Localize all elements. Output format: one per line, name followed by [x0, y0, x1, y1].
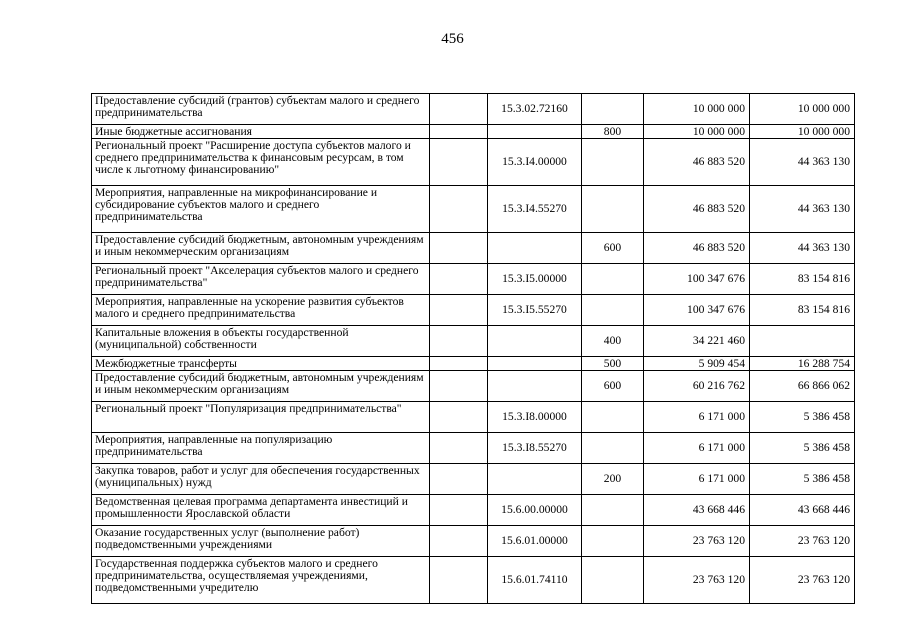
cell-sum-year2: 23 763 120 — [750, 557, 855, 604]
cell-code — [488, 464, 582, 495]
cell-sum-year1: 23 763 120 — [644, 557, 750, 604]
cell-sum-year1: 5 909 454 — [644, 357, 750, 371]
cell-code: 15.6.01.74110 — [488, 557, 582, 604]
cell-blank — [430, 125, 488, 139]
cell-blank — [430, 295, 488, 326]
table-row — [92, 371, 855, 402]
cell-code: 15.3.I8.00000 — [488, 402, 582, 433]
cell-expense-type: 600 — [582, 233, 644, 264]
cell-code — [488, 125, 582, 139]
cell-sum-year1: 10 000 000 — [644, 125, 750, 139]
cell-expense-type: 600 — [582, 371, 644, 402]
cell-sum-year1: 46 883 520 — [644, 233, 750, 264]
cell-name: Мероприятия, направленные на популяризацию предпринимательства — [92, 433, 430, 464]
cell-blank — [430, 139, 488, 186]
cell-sum-year2: 44 363 130 — [750, 186, 855, 233]
cell-sum-year1: 100 347 676 — [644, 264, 750, 295]
cell-name: Предоставление субсидий (грантов) субъектам малого и среднего предпринимательства — [92, 94, 430, 125]
cell-sum-year2: 44 363 130 — [750, 233, 855, 264]
cell-code: 15.6.00.00000 — [488, 495, 582, 526]
table-body — [92, 94, 855, 604]
cell-name: Региональный проект "Популяризация предпринимательства" — [92, 402, 430, 433]
cell-blank — [430, 557, 488, 604]
cell-name: Региональный проект "Акселерация субъектов малого и среднего предпринимательства" — [92, 264, 430, 295]
cell-code: 15.3.I8.55270 — [488, 433, 582, 464]
cell-sum-year1: 23 763 120 — [644, 526, 750, 557]
cell-code: 15.6.01.00000 — [488, 526, 582, 557]
cell-blank — [430, 464, 488, 495]
cell-name: Капитальные вложения в объекты государственной (муниципальной) собственности — [92, 326, 430, 357]
cell-name: Предоставление субсидий бюджетным, автономным учреждениям и иным некоммерческим организациям — [92, 371, 430, 402]
cell-expense-type: 400 — [582, 326, 644, 357]
cell-name: Региональный проект "Расширение доступа субъектов малого и среднего предпринимательства к финансовым ресурсам, в том числе к льготному финансированию" — [92, 139, 430, 186]
table-row — [92, 139, 855, 186]
table-row — [92, 264, 855, 295]
cell-sum-year2: 44 363 130 — [750, 139, 855, 186]
cell-code: 15.3.I5.00000 — [488, 264, 582, 295]
cell-name: Межбюджетные трансферты — [92, 357, 430, 371]
cell-blank — [430, 264, 488, 295]
page-number: 456 — [441, 31, 464, 47]
cell-expense-type — [582, 433, 644, 464]
cell-blank — [430, 233, 488, 264]
table-row — [92, 402, 855, 433]
cell-code — [488, 326, 582, 357]
cell-sum-year2: 43 668 446 — [750, 495, 855, 526]
cell-sum-year2: 23 763 120 — [750, 526, 855, 557]
cell-sum-year2: 5 386 458 — [750, 433, 855, 464]
cell-sum-year1: 34 221 460 — [644, 326, 750, 357]
cell-expense-type — [582, 264, 644, 295]
cell-code — [488, 233, 582, 264]
cell-blank — [430, 371, 488, 402]
cell-sum-year2 — [750, 326, 855, 357]
cell-expense-type — [582, 526, 644, 557]
cell-sum-year2: 10 000 000 — [750, 94, 855, 125]
cell-name: Мероприятия, направленные на микрофинансирование и субсидирование субъектов малого и среднего предпринимательства — [92, 186, 430, 233]
cell-expense-type — [582, 94, 644, 125]
table-row — [92, 464, 855, 495]
cell-blank — [430, 186, 488, 233]
cell-expense-type: 500 — [582, 357, 644, 371]
cell-sum-year1: 6 171 000 — [644, 402, 750, 433]
table-row — [92, 94, 855, 125]
table-row — [92, 186, 855, 233]
cell-sum-year2: 5 386 458 — [750, 464, 855, 495]
cell-sum-year2: 83 154 816 — [750, 295, 855, 326]
table-row — [92, 557, 855, 604]
cell-blank — [430, 357, 488, 371]
table-row — [92, 357, 855, 371]
cell-name: Предоставление субсидий бюджетным, автономным учреждениям и иным некоммерческим организациям — [92, 233, 430, 264]
table-row — [92, 526, 855, 557]
cell-sum-year2: 10 000 000 — [750, 125, 855, 139]
cell-expense-type — [582, 495, 644, 526]
budget-table — [91, 93, 855, 604]
cell-sum-year1: 46 883 520 — [644, 139, 750, 186]
cell-expense-type: 200 — [582, 464, 644, 495]
cell-sum-year1: 46 883 520 — [644, 186, 750, 233]
cell-name: Иные бюджетные ассигнования — [92, 125, 430, 139]
cell-sum-year1: 6 171 000 — [644, 433, 750, 464]
cell-expense-type — [582, 139, 644, 186]
cell-expense-type — [582, 402, 644, 433]
cell-expense-type — [582, 295, 644, 326]
cell-sum-year2: 83 154 816 — [750, 264, 855, 295]
cell-blank — [430, 326, 488, 357]
cell-name: Мероприятия, направленные на ускорение развития субъектов малого и среднего предпринимательства — [92, 295, 430, 326]
cell-sum-year1: 10 000 000 — [644, 94, 750, 125]
table-row — [92, 326, 855, 357]
cell-sum-year2: 16 288 754 — [750, 357, 855, 371]
cell-code: 15.3.I5.55270 — [488, 295, 582, 326]
cell-expense-type: 800 — [582, 125, 644, 139]
cell-code — [488, 371, 582, 402]
cell-name: Ведомственная целевая программа департамента инвестиций и промышленности Ярославской области — [92, 495, 430, 526]
cell-sum-year1: 43 668 446 — [644, 495, 750, 526]
cell-sum-year1: 60 216 762 — [644, 371, 750, 402]
cell-blank — [430, 402, 488, 433]
table-row — [92, 433, 855, 464]
table-row — [92, 233, 855, 264]
cell-name: Оказание государственных услуг (выполнение работ) подведомственными учреждениями — [92, 526, 430, 557]
cell-blank — [430, 94, 488, 125]
cell-name: Закупка товаров, работ и услуг для обеспечения государственных (муниципальных) нужд — [92, 464, 430, 495]
cell-sum-year2: 5 386 458 — [750, 402, 855, 433]
cell-expense-type — [582, 557, 644, 604]
cell-blank — [430, 433, 488, 464]
cell-code: 15.3.02.72160 — [488, 94, 582, 125]
table-row — [92, 495, 855, 526]
cell-sum-year1: 6 171 000 — [644, 464, 750, 495]
cell-code: 15.3.I4.00000 — [488, 139, 582, 186]
table-row — [92, 125, 855, 139]
cell-blank — [430, 495, 488, 526]
cell-expense-type — [582, 186, 644, 233]
table-row — [92, 295, 855, 326]
cell-blank — [430, 526, 488, 557]
cell-code: 15.3.I4.55270 — [488, 186, 582, 233]
cell-code — [488, 357, 582, 371]
cell-sum-year1: 100 347 676 — [644, 295, 750, 326]
cell-name: Государственная поддержка субъектов малого и среднего предпринимательства, осуществляемая учреждениями, подведомственными учредителю — [92, 557, 430, 604]
cell-sum-year2: 66 866 062 — [750, 371, 855, 402]
